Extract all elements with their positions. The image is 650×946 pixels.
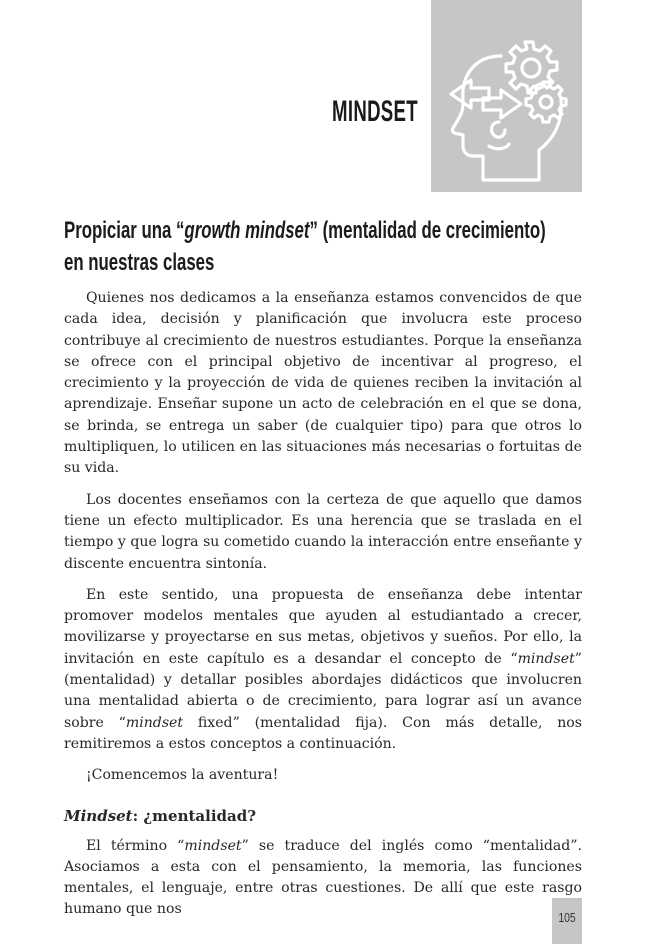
subheading-mindset: Mindset: ¿mentalidad? [64,806,257,825]
paragraph-1: Quienes nos dedicamos a la enseñanza estamos convencidos de que cada idea, decisión y planificación que involucra este proceso contribuye al crecimiento de nuestros estudiantes. Porque la enseñanza se ofrece con el principal objetivo de incentivar al progreso, el crecimiento y la proyección de vida de quienes reciben la invitación al aprendizaje. Enseñar supone un acto de celebración en el que se dona, se brinda, se entrega un saber (de cualquier tipo) para que otros lo multipliquen, lo utilicen en las situaciones más necesarias o fortuitas de su vida. [64,290,582,477]
head-gears-arrows-icon [443,38,573,188]
page-number: 105 [558,910,576,925]
body-text [64,288,582,931]
chapter-title: MINDSET [332,95,418,128]
page-number-tab [552,898,582,944]
section-heading [64,215,582,279]
paragraph-4: ¡Comencemos la aventura! [86,767,279,784]
paragraph-2: Los docentes enseñamos con la certeza de que aquello que damos tiene un efecto multiplicador. Es una herencia que se traslada en el tiempo y que logra su cometido cuando la interacción entre enseñante y discente encuentra sintonía. [64,491,582,572]
paragraph-3: En este sentido, una propuesta de enseñanza debe intentar promover modelos mentales que ayuden al estudiantado a crecer, movilizarse y proyectarse en sus metas, objetivos y sueños. Por ello, la invitación en este capítulo es a desandar el concepto de “mindset” (mentalidad) y detallar posibles abordajes didácticos que involucren una mentalidad abierta o de crecimiento, para lograr así un avance sobre “mindset fixed” (mentalidad fija). Con más detalle, nos remitiremos a estos conceptos a continuación. [64,586,582,752]
section-heading-line1: Propiciar una “growth mindset” (mentalidad de crecimiento) [64,217,546,244]
chapter-header-box [431,0,582,192]
paragraph-5: El término “mindset” se traduce del inglés como “mentalidad”. Asociamos a esta con el pensamiento, la memoria, las funciones mentales, el lenguaje, entre otras cuestiones. De allí que este rasgo humano que nos [64,837,583,918]
section-heading-line2: en nuestras clases [64,249,215,276]
